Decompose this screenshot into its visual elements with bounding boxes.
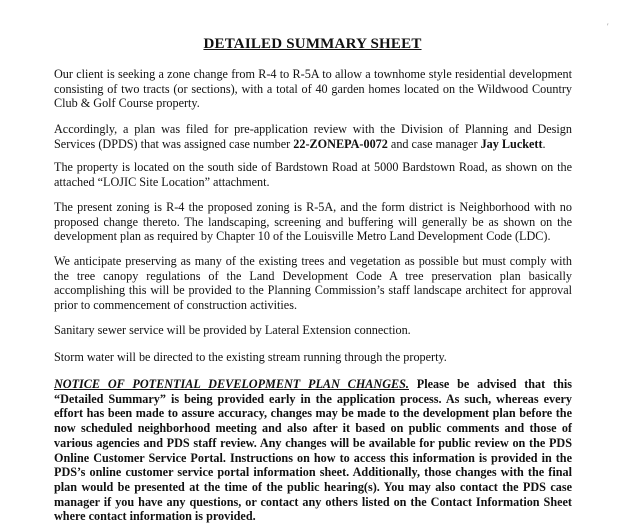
paragraph-zone-change: Our client is seeking a zone change from R-4 to R-5A to allow a townhome style residential development consisting of two tracts (or sections), with a total of 40 garden homes located on the Wildwood Country Club & Golf Course property.: [54, 67, 572, 111]
paragraph-trees: We anticipate preserving as many of the existing trees and vegetation as possible but must comply with the tree canopy regulations of the Land Development Code A tree preservation plan basically accomplishing this will be provided to the Planning Commission’s staff landscape architect for approval prior to commencement of construction activities.: [54, 254, 572, 312]
paragraph-zoning: The present zoning is R-4 the proposed zoning is R-5A, and the form district is Neighborhood with no proposed change thereto. The landscaping, screening and buffering will generally be as shown on the development plan as required by Chapter 10 of the Louisville Metro Land Development Code (LDC).: [54, 200, 572, 244]
case-manager-name: Jay Luckett: [480, 136, 543, 151]
document-title: DETAILED SUMMARY SHEET: [203, 36, 422, 52]
p2-text-a: Accordingly, a plan was filed for pre-application review with the Division of Planning and Design Services (DPDS) that was assigned case number: [54, 122, 572, 151]
p2-text-c: .: [542, 136, 546, 151]
case-number: 22-ZONEPA-0072: [293, 136, 388, 151]
notice-body: Please be advised that this “Detailed Summary” is being provided early in the application process. As such, whereas every effort has been made to assure accuracy, changes may be made to the development plan before the now scheduled neighborhood meeting and also after it based on public comments and those of various agencies and PDS staff review. Any changes will be available for public review on the PDS Online Customer Service Portal. Instructions on how to access this information is provided in the PDS’s online customer service portal information sheet. Additionally, those changes with the final plan would be presented at the time of the public hearing(s). You may also contact the PDS case manager if you have any questions, or contact any others listed on the Contact Information Sheet where contact information is provided.: [54, 377, 572, 524]
paragraph-sewer: Sanitary sewer service will be provided by Lateral Extension connection.: [54, 323, 411, 337]
paragraph-notice: [54, 377, 572, 524]
notice-heading: NOTICE OF POTENTIAL DEVELOPMENT PLAN CHANGES.: [54, 377, 409, 391]
corner-mark: ʹ: [607, 22, 609, 31]
paragraph-pre-application: [54, 122, 572, 151]
paragraph-storm-water: Storm water will be directed to the existing stream running through the property.: [54, 350, 447, 364]
p2-text-b: and case manager: [387, 136, 481, 151]
paragraph-location: The property is located on the south side of Bardstown Road at 5000 Bardstown Road, as shown on the attached “LOJIC Site Location” attachment.: [54, 160, 572, 189]
